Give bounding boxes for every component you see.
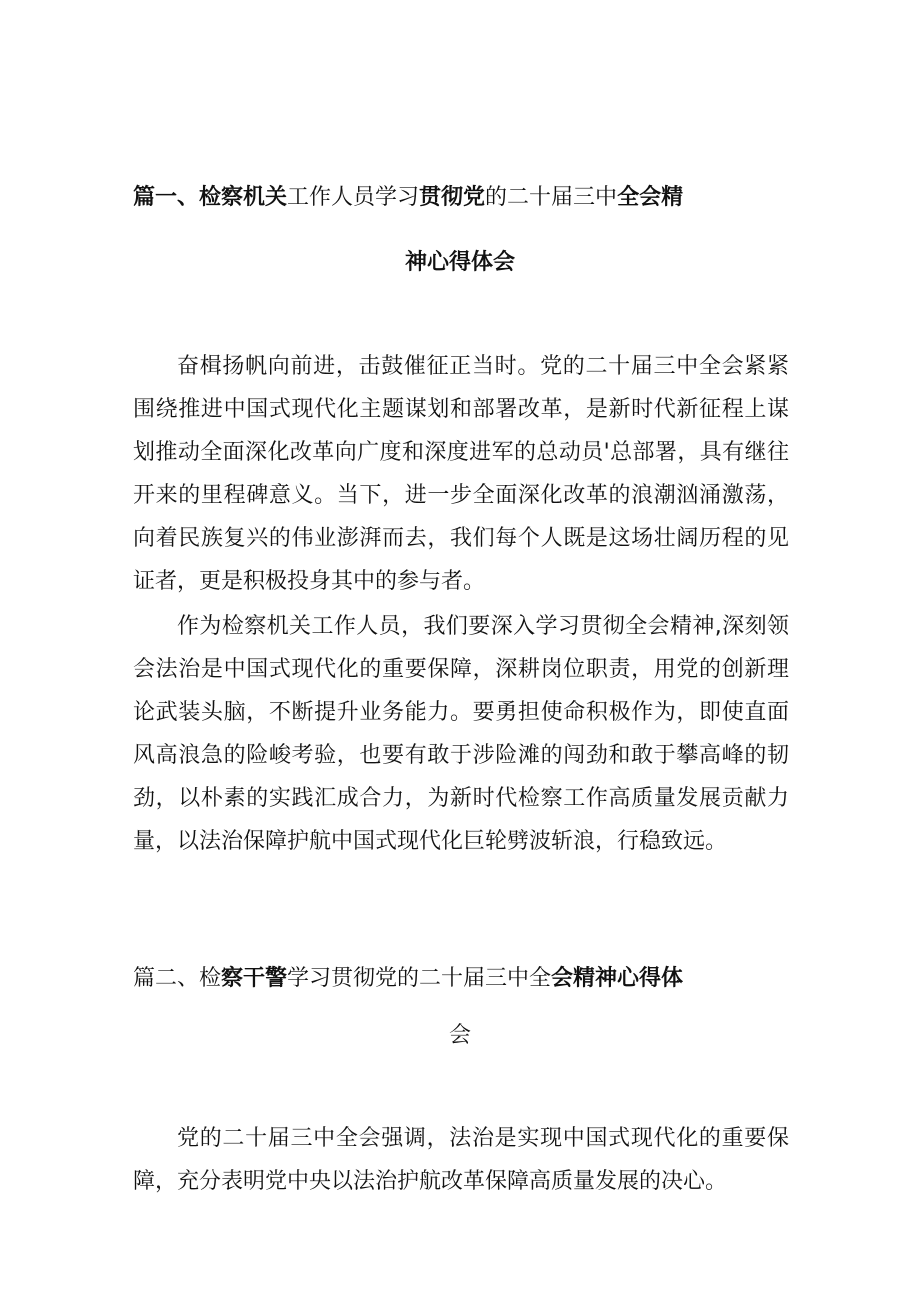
section1-title-part: 篇一、检察机关 bbox=[133, 185, 288, 210]
section2-title-part: 篇二、检 bbox=[133, 966, 222, 991]
section2-title-part: 会精神心得体 bbox=[551, 966, 684, 991]
section2-title-part: 察干警 bbox=[221, 966, 288, 991]
section2-title-continuation: 会 bbox=[448, 1023, 471, 1048]
section2-title bbox=[133, 964, 793, 994]
section1-title-part: 的二十届三中 bbox=[485, 185, 618, 210]
section1-title-part: 全会精 bbox=[617, 185, 684, 210]
section1-paragraph: 作为检察机关工作人员，我们要深入学习贯彻全会精神,深刻领会法治是中国式现代化的重要保障，深耕岗位职责，用党的创新理论武装头脑，不断提升业务能力。要勇担使命积极作为，即使直面风高浪急的险峻考验，也要有敢于涉险滩的闯劲和敢于攀高峰的韧劲，以朴素的实践汇成合力，为新时代检察工作高质量发展贡献力量，以法治保障护航中国式现代化巨轮劈波斩浪，行稳致远。 bbox=[133, 614, 789, 854]
section2-paragraph: 党的二十届三中全会强调，法治是实现中国式现代化的重要保障，充分表明党中央以法治护航改革保障高质量发展的决心。 bbox=[133, 1126, 789, 1194]
section1-title-part: 贯彻党 bbox=[419, 185, 486, 210]
section1-paragraph: 奋楫扬帆向前进，击鼓催征正当时。党的二十届三中全会紧紧围绕推进中国式现代化主题谋划和部署改革，是新时代新征程上谋划推动全面深化改革向广度和深度进军的总动员'总部署，具有继往开来的里程碑意义。当下，进一步全面深化改革的浪潮汹涌激荡，向着民族复兴的伟业澎湃而去，我们每个人既是这场壮阔历程的见证者，更是积极投身其中的参与者。 bbox=[133, 354, 789, 594]
section1-title-continuation: 神心得体会 bbox=[404, 250, 515, 275]
section1-title bbox=[133, 183, 793, 213]
section2-title-part: 学习贯彻党的二十届三中全 bbox=[287, 966, 552, 991]
section1-title-part: 工作人员学习 bbox=[287, 185, 420, 210]
